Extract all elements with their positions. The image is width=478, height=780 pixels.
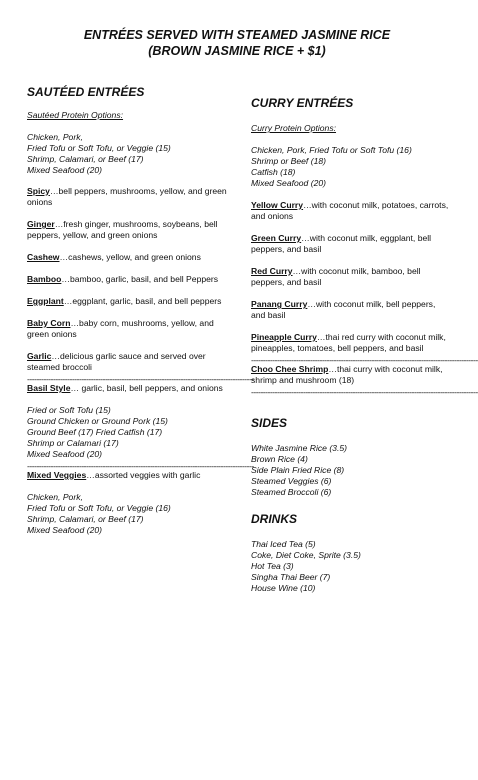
drink-item: House Wine (10) [251, 583, 316, 593]
section-title-curry: CURRY ENTRÉES [251, 96, 354, 110]
sauteed-protein-list [27, 132, 237, 176]
menu-item-pineapple-curry [251, 332, 451, 354]
menu-item-yellow-curry [251, 200, 451, 222]
curry-section [251, 96, 478, 604]
protein-line: Chicken, Pork, [27, 492, 83, 502]
item-desc: …thai curry with coconut milk, shrimp and mushroom (18) [251, 364, 443, 385]
item-name: Ginger [27, 219, 55, 229]
menu-item-cashew [27, 252, 237, 263]
protein-line: Ground Chicken or Ground Pork (15) [27, 416, 168, 426]
item-name: Cashew [27, 252, 60, 262]
item-desc: …with coconut milk, bamboo, bell peppers, and basil [251, 266, 421, 287]
drink-item: Hot Tea (3) [251, 561, 294, 571]
protein-line: Fried Tofu or Soft Tofu, or Veggie (16) [27, 503, 171, 513]
item-name: Garlic [27, 351, 52, 361]
protein-line: Mixed Seafood (20) [27, 165, 102, 175]
menu-item-red-curry [251, 266, 451, 288]
item-name: Bamboo [27, 274, 62, 284]
item-desc: …with coconut milk, potatoes, carrots, and onions [251, 200, 449, 221]
menu-item-mixed-veggies [27, 470, 237, 481]
item-name: Spicy [27, 186, 50, 196]
item-name: Eggplant [27, 296, 64, 306]
divider: ------------------------------------------------------------------------------------------------ [251, 355, 478, 365]
divider: ------------------------------------------------------------------------------------------------ [27, 374, 254, 384]
drink-item: Coke, Diet Coke, Sprite (3.5) [251, 550, 361, 560]
protein-line: Shrimp or Beef (18) [251, 156, 326, 166]
item-desc: …assorted veggies with garlic [86, 470, 201, 480]
side-item: Steamed Broccoli (6) [251, 487, 332, 497]
menu-header [0, 27, 474, 59]
menu-item-garlic [27, 351, 237, 373]
item-desc: …bamboo, garlic, basil, and bell Peppers [61, 274, 219, 284]
menu-item-panang-curry [251, 299, 451, 321]
mixed-protein-list [27, 492, 237, 536]
item-name: Pineapple Curry [251, 332, 317, 342]
side-item: Side Plain Fried Rice (8) [251, 465, 345, 475]
item-name: Baby Corn [27, 318, 71, 328]
menu-item-eggplant [27, 296, 237, 307]
protein-line: Mixed Seafood (20) [27, 525, 102, 535]
section-title-sides: SIDES [251, 416, 288, 430]
basil-protein-list [27, 405, 237, 460]
header-line-1: ENTRÉES SERVED WITH STEAMED JASMINE RICE [83, 28, 391, 42]
menu-item-basil-style [27, 383, 237, 394]
item-name: Red Curry [251, 266, 293, 276]
menu-item-ginger [27, 219, 237, 241]
drink-item: Singha Thai Beer (7) [251, 572, 331, 582]
header-line-2: (BROWN JASMINE RICE + $1) [148, 44, 326, 58]
item-desc: …baby corn, mushrooms, yellow, and green onions [27, 318, 214, 339]
menu-item-green-curry [251, 233, 451, 255]
item-desc: …with coconut milk, bell peppers, and basil [251, 299, 436, 320]
item-desc: …fresh ginger, mushrooms, soybeans, bell peppers, yellow, and green onions [27, 219, 218, 240]
side-item: White Jasmine Rice (3.5) [251, 443, 347, 453]
section-title-sauteed: SAUTÉED ENTRÉES [27, 85, 145, 99]
item-name: Panang Curry [251, 299, 308, 309]
menu-item-spicy [27, 186, 237, 208]
menu-item-bamboo [27, 274, 237, 285]
protein-line: Chicken, Pork, Fried Tofu or Soft Tofu (16) [251, 145, 412, 155]
protein-line: Shrimp, Calamari, or Beef (17) [27, 514, 144, 524]
item-name: Basil Style [27, 383, 71, 393]
item-desc: …delicious garlic sauce and served over steamed broccoli [27, 351, 206, 372]
divider: ------------------------------------------------------------------------------------------------ [251, 387, 478, 397]
side-item: Brown Rice (4) [251, 454, 308, 464]
item-desc: …cashews, yellow, and green onions [59, 252, 201, 262]
item-desc: …thai red curry with coconut milk, pineapples, tomatoes, bell peppers, and basil [251, 332, 446, 353]
item-desc: …eggplant, garlic, basil, and bell peppers [63, 296, 222, 306]
curry-options-title: Curry Protein Options: [251, 123, 337, 133]
sauteed-options-title: Sautéed Protein Options: [27, 110, 124, 120]
item-name: Choo Chee Shrimp [251, 364, 329, 374]
menu-item-choo-chee-shrimp [251, 364, 451, 386]
protein-line: Ground Beef (17) Fried Catfish (17) [27, 427, 163, 437]
divider: ------------------------------------------------------------------------------------------------ [27, 461, 254, 471]
protein-line: Fried or Soft Tofu (15) [27, 405, 111, 415]
curry-protein-list [251, 145, 451, 189]
protein-line: Fried Tofu or Soft Tofu, or Veggie (15) [27, 143, 171, 153]
protein-line: Shrimp or Calamari (17) [27, 438, 119, 448]
item-name: Green Curry [251, 233, 302, 243]
menu-item-baby-corn [27, 318, 237, 340]
protein-line: Chicken, Pork, [27, 132, 83, 142]
drinks-list [251, 539, 451, 594]
item-desc: …bell peppers, mushrooms, yellow, and green onions [27, 186, 227, 207]
sides-list [251, 443, 451, 498]
item-desc: …with coconut milk, eggplant, bell peppers, and basil [251, 233, 432, 254]
protein-line: Mixed Seafood (20) [251, 178, 326, 188]
drink-item: Thai Iced Tea (5) [251, 539, 316, 549]
protein-line: Catfish (18) [251, 167, 296, 177]
section-title-drinks: DRINKS [251, 512, 298, 526]
item-name: Mixed Veggies [27, 470, 87, 480]
protein-line: Mixed Seafood (20) [27, 449, 102, 459]
sauteed-section [27, 85, 254, 546]
item-name: Yellow Curry [251, 200, 304, 210]
side-item: Steamed Veggies (6) [251, 476, 332, 486]
item-desc: … garlic, basil, bell peppers, and onions [70, 383, 223, 393]
protein-line: Shrimp, Calamari, or Beef (17) [27, 154, 144, 164]
